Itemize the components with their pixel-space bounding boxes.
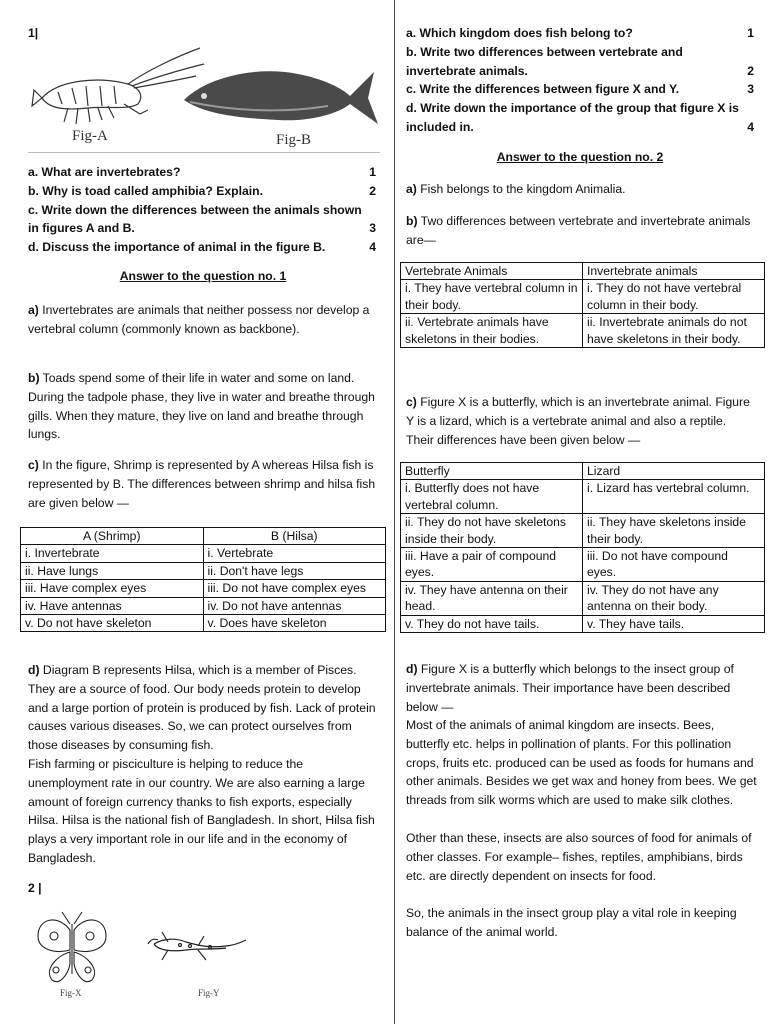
table-cell: ii. Don't have legs (203, 562, 386, 579)
question-2-item (406, 24, 756, 43)
answer-text: Invertebrates are animals that neither possess nor develop a vertebral column (commonly known as backbone). (28, 303, 370, 336)
table-cell: iv. Do not have antennas (203, 597, 386, 614)
answer-text: Figure X is a butterfly, which is an invertebrate animal. Figure Y is a lizard, which is a vertebrate animal and also a reptile. Their differences have been given below — (406, 395, 750, 447)
butterfly-lizard-table-wrap (400, 462, 765, 633)
answer-label: a) (406, 182, 417, 196)
question-2-item (406, 118, 756, 137)
question-text: b. Write two differences between vertebrate and (406, 44, 683, 59)
table-row (401, 548, 765, 582)
answer-label: b) (406, 214, 418, 228)
answer-label: b) (28, 371, 40, 385)
table-cell: i. Vertebrate (203, 545, 386, 562)
answer-label: c) (406, 395, 417, 409)
hilsa-fish-icon (184, 71, 378, 124)
butterfly-lizard-table (400, 462, 765, 633)
answer-1d-p1 (28, 661, 382, 755)
table-row (401, 581, 765, 615)
answer-text: Figure X is a butterfly which belongs to the insect group of invertebrate animals. Their importance have been described below — (406, 662, 734, 714)
answer-text: Two differences between vertebrate and invertebrate animals are— (406, 214, 751, 247)
question-text: b. Why is toad called amphibia? Explain. (28, 183, 263, 198)
answer-1-heading: Answer to the question no. 1 (119, 269, 287, 283)
question-mark: 4 (747, 119, 754, 134)
table-cell: i. Butterfly does not have vertebral column. (401, 480, 583, 514)
table-cell: ii. Have lungs (21, 562, 204, 579)
answer-2d-p2: Most of the animals of animal kingdom are insects. Bees, butterfly etc. helps in pollination of plants. For this pollination crops, fruits etc. produced can be used as foods for humans and other animals. Besides we get wax and honey from bees. We get threads from silk worms which are used to make silk clothes. (406, 718, 757, 808)
answer-text: In the figure, Shrimp is represented by A whereas Hilsa fish is represented by B. The differences between shrimp and hilsa fish are given below — (28, 458, 376, 510)
table-cell: iii. Do not have compound eyes. (583, 548, 765, 582)
figure-y-label: Fig-Y (198, 988, 220, 998)
shrimp-icon (32, 48, 204, 124)
question-text: c. Write down the differences between the animals shown (28, 202, 362, 217)
question-2-item (406, 80, 756, 99)
answer-1a (28, 301, 380, 339)
table-cell: iii. Do not have complex eyes (203, 580, 386, 597)
question-2-item (406, 99, 756, 118)
question-text: a. Which kingdom does fish belong to? (406, 26, 633, 40)
question-mark: 3 (369, 221, 376, 236)
question-1-item (28, 219, 386, 238)
table-header-cell: A (Shrimp) (21, 528, 204, 545)
table-header-cell: Butterfly (401, 463, 583, 480)
lizard-icon (148, 932, 246, 960)
table-cell: iii. Have a pair of compound eyes. (401, 548, 583, 582)
table-row (21, 562, 386, 579)
table-cell: iv. Have antennas (21, 597, 204, 614)
figure-a-label: Fig-A (72, 128, 108, 144)
table-header-cell: Vertebrate Animals (401, 263, 583, 280)
table-row (21, 597, 386, 614)
answer-2d-p4: So, the animals in the insect group play a vital role in keeping balance of the animal world. (406, 906, 737, 939)
answer-label: d) (28, 663, 40, 677)
question-1-item (28, 201, 386, 220)
table-cell: ii. They do not have skeletons inside their body. (401, 514, 583, 548)
answer-2d-p3: Other than these, insects are also sources of food for animals of other classes. For example– fishes, reptiles, amphibians, birds etc. are directly dependent on insects for food. (406, 831, 752, 883)
question-2-list (406, 24, 756, 137)
question-2-item (406, 62, 756, 81)
answer-2b (406, 212, 756, 250)
vertebrate-invertebrate-table (400, 262, 765, 348)
table-cell: ii. Vertebrate animals have skeletons in their bodies. (401, 314, 583, 348)
column-divider (394, 0, 395, 1024)
answer-2-heading: Answer to the question no. 2 (496, 150, 664, 164)
table-cell: i. Lizard has vertebral column. (583, 480, 765, 514)
shrimp-hilsa-table-wrap (20, 527, 386, 632)
table-header-cell: B (Hilsa) (203, 528, 386, 545)
shrimp-hilsa-table (20, 527, 386, 632)
table-row (21, 545, 386, 562)
question-text: in figures A and B. (28, 221, 135, 236)
table-row (401, 514, 765, 548)
table-row (401, 314, 765, 348)
answer-text: Toads spend some of their life in water and some on land. During the tadpole phase, they live in water and breathe through gills. When they mature, they live on land and breathe through lungs. (28, 371, 375, 442)
question-mark: 4 (369, 240, 376, 255)
table-header-row (401, 263, 765, 280)
table-cell: v. Does have skeleton (203, 615, 386, 632)
question-mark: 2 (369, 183, 376, 198)
answer-label: c) (28, 458, 39, 472)
question-1-item (28, 238, 386, 257)
question-mark: 2 (747, 63, 754, 78)
figure-b-label: Fig-B (276, 132, 312, 148)
figure-x-label: Fig-X (60, 988, 82, 998)
table-row (401, 280, 765, 314)
table-header-cell: Lizard (583, 463, 765, 480)
question-2-number: 2 | (28, 881, 42, 895)
answer-2a (406, 180, 756, 199)
vertebrate-table-wrap (400, 262, 765, 348)
question-mark: 1 (747, 26, 754, 40)
table-cell: iii. Have complex eyes (21, 580, 204, 597)
table-header-cell: Invertebrate animals (583, 263, 765, 280)
question-1-item (28, 182, 386, 201)
answer-text: Diagram B represents Hilsa, which is a member of Pisces. They are a source of food. Our body needs protein to develop and a large portion of protein is produced by fish. Lack of protein causes various diseases. So, we can protect ourselves from those diseases by consuming fish. (28, 663, 376, 753)
answer-1b (28, 369, 380, 444)
table-cell: iv. They do not have any antenna on their body. (583, 581, 765, 615)
table-row (401, 615, 765, 632)
question-mark: 3 (747, 82, 754, 97)
table-row (21, 580, 386, 597)
question-2-item (406, 43, 756, 62)
table-header-row (401, 463, 765, 480)
table-cell: v. They do not have tails. (401, 615, 583, 632)
table-cell: ii. Invertebrate animals do not have skeletons in their body. (583, 314, 765, 348)
table-cell: i. They do not have vertebral column in their body. (583, 280, 765, 314)
question-text: a. What are invertebrates? (28, 165, 181, 179)
table-row (401, 480, 765, 514)
question-text: d. Discuss the importance of animal in the figure B. (28, 240, 326, 255)
answer-1c (28, 456, 380, 512)
answer-text: Fish belongs to the kingdom Animalia. (416, 182, 626, 196)
butterfly-icon (38, 912, 106, 982)
answer-label: a) (28, 303, 39, 317)
question-1-number: 1| (28, 26, 39, 40)
figure-a-b (28, 40, 380, 152)
answer-2c (406, 393, 756, 449)
table-cell: ii. They have skeletons inside their body. (583, 514, 765, 548)
table-row (21, 615, 386, 632)
question-text: d. Write down the importance of the group that figure X is (406, 101, 739, 116)
answer-label: d) (406, 662, 418, 676)
table-cell: iv. They have antenna on their head. (401, 581, 583, 615)
table-cell: v. Do not have skeleton (21, 615, 204, 632)
table-cell: i. Invertebrate (21, 545, 204, 562)
table-cell: i. They have vertebral column in their body. (401, 280, 583, 314)
question-text: included in. (406, 119, 474, 134)
question-mark: 1 (369, 165, 376, 179)
table-cell: v. They have tails. (583, 615, 765, 632)
figure-underline (28, 152, 380, 153)
question-1-list (28, 163, 386, 257)
answer-1d-p2: Fish farming or pisciculture is helping to reduce the unemployment rate in our country. We are also earning a large amount of foreign currency thanks to fish exports, especially Hilsa. Hilsa is the national fish of Bangladesh. In short, Hilsa fish plays a very important role in our life and in the economy of Bangladesh. (28, 757, 375, 865)
table-header-row (21, 528, 386, 545)
question-text: invertebrate animals. (406, 63, 528, 78)
question-text: c. Write the differences between figure X and Y. (406, 82, 680, 97)
figure-x-y (30, 910, 250, 1004)
question-1-item (28, 163, 386, 182)
answer-2d-p1 (406, 660, 758, 716)
